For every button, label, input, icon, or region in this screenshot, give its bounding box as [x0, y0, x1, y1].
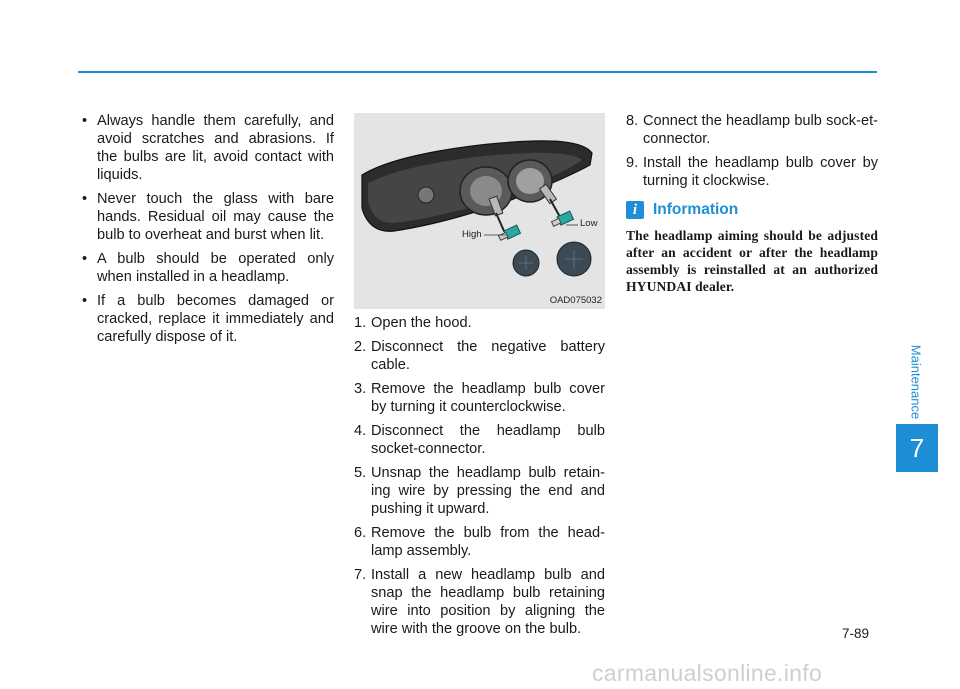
- step-number: 4.: [354, 423, 367, 439]
- step-text: Install the headlamp bulb cover by turning it clockwise.: [643, 155, 878, 189]
- information-title: Information: [653, 201, 739, 218]
- information-text: The headlamp aiming should be adjusted after an accident or after the headlamp assembly is reinstalled at an authorized HYUNDAI dealer.: [626, 228, 878, 294]
- caution-column: [81, 112, 334, 352]
- step-item: [354, 464, 605, 518]
- step-item: [354, 422, 605, 458]
- step-number: 3.: [354, 381, 367, 397]
- step-number: 6.: [354, 525, 367, 541]
- step-number: 8.: [626, 113, 639, 129]
- step-text: Remove the bulb from the head-lamp assembly.: [371, 525, 605, 559]
- step-list-continued: [626, 112, 878, 190]
- step-number: 1.: [354, 315, 367, 331]
- top-rule: [78, 71, 877, 73]
- step-text: Disconnect the negative battery cable.: [371, 339, 605, 373]
- step-text: Connect the headlamp bulb sock-et-connector.: [643, 113, 878, 147]
- step-number: 7.: [354, 567, 367, 583]
- step-text: Disconnect the headlamp bulb socket-connector.: [371, 423, 605, 457]
- information-header: [626, 201, 878, 219]
- steps-column-1: [354, 314, 605, 644]
- step-number: 9.: [626, 155, 639, 171]
- step-number: 2.: [354, 339, 367, 355]
- high-beam-label: High: [462, 229, 482, 240]
- steps-column-2: [626, 112, 878, 295]
- step-text: Remove the headlamp bulb cover by turning it counterclockwise.: [371, 381, 605, 415]
- step-number: 5.: [354, 465, 367, 481]
- chapter-tab: 7: [896, 424, 938, 472]
- step-item: [354, 338, 605, 374]
- headlamp-illustration: [354, 113, 605, 309]
- step-text: Unsnap the headlamp bulb retain-ing wire by pressing the end and pushing it upward.: [371, 465, 605, 517]
- figure-code: OAD075032: [549, 295, 602, 306]
- step-item: [354, 380, 605, 416]
- caution-list: [81, 112, 334, 346]
- watermark: carmanualsonline.info: [592, 660, 823, 686]
- step-item: [354, 524, 605, 560]
- info-icon: i: [626, 201, 644, 219]
- caution-item: • Always handle them carefully, and avoid scratches and abrasions. If the bulbs are lit, avoid contact with liquids.: [81, 112, 334, 184]
- section-label: [907, 340, 925, 424]
- step-item: [354, 566, 605, 638]
- caution-item: • A bulb should be operated only when installed in a headlamp.: [81, 250, 334, 286]
- headlamp-figure: [354, 113, 605, 309]
- step-list: [354, 314, 605, 638]
- step-item: [626, 112, 878, 148]
- caution-item: • If a bulb becomes damaged or cracked, replace it immediately and carefully dispose of it.: [81, 292, 334, 346]
- step-text: Open the hood.: [371, 315, 472, 331]
- step-item: [626, 154, 878, 190]
- section-label-text: Maintenance: [908, 344, 924, 420]
- low-beam-label: Low: [580, 218, 598, 229]
- step-item: [354, 314, 605, 332]
- caution-item: • Never touch the glass with bare hands. Residual oil may cause the bulb to overheat and burst when lit.: [81, 190, 334, 244]
- step-text: Install a new headlamp bulb and snap the headlamp bulb retaining wire into position by aligning the wire with the groove on the bulb.: [371, 567, 605, 637]
- page-number: 7-89: [842, 626, 870, 641]
